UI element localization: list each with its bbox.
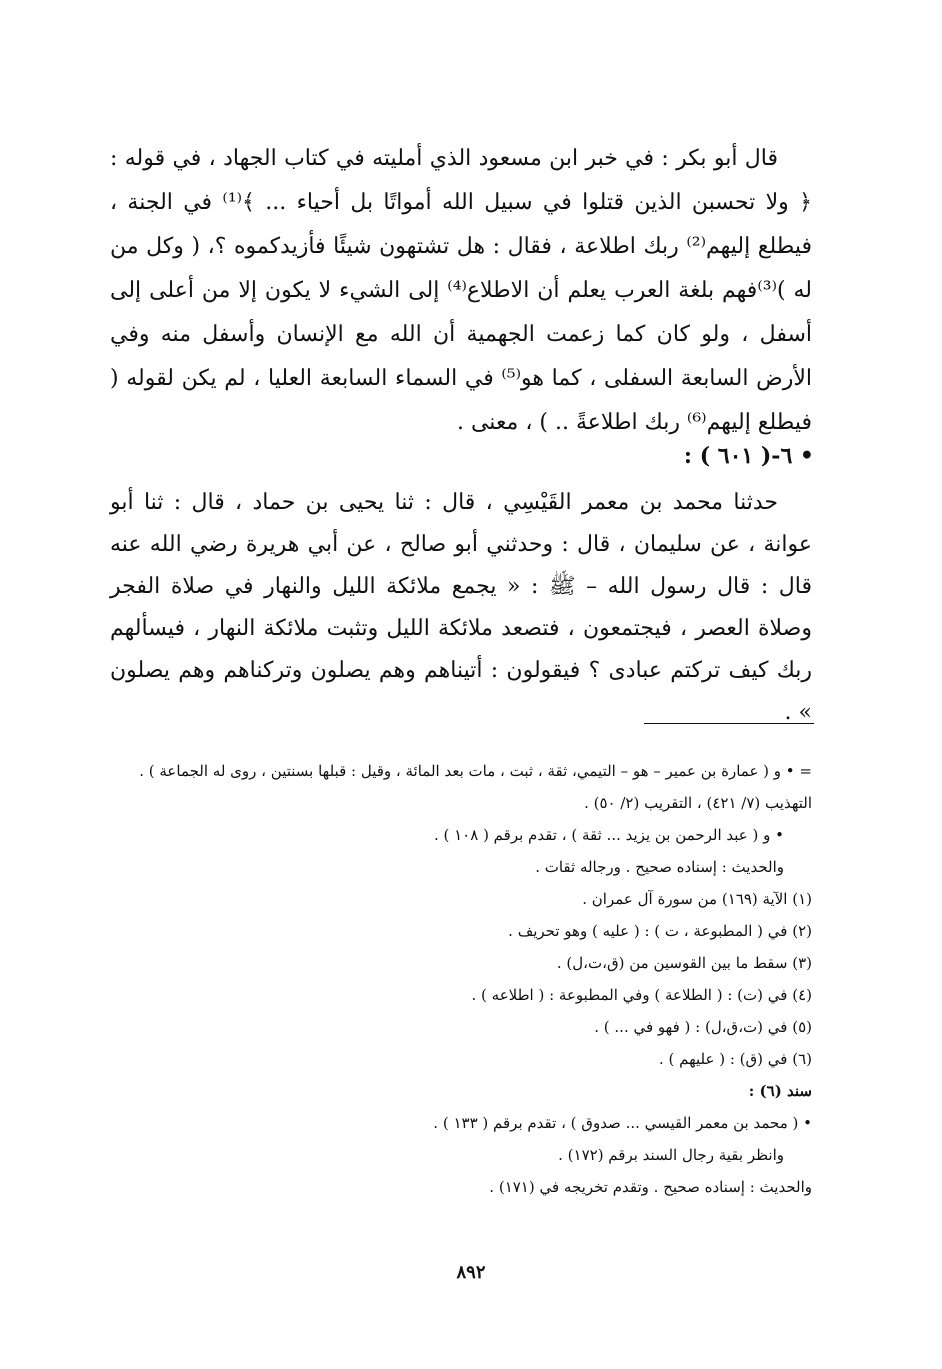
main-text [110,137,812,445]
footnote-hadith-grade: والحديث : إسناده صحيح . ورجاله ثقات . [535,858,784,876]
sanad-line: وانظر بقية رجال السند برقم (١٧٢) . [558,1146,784,1164]
section-heading: • ٦-( ٦٠١ ) : [683,443,814,469]
footnote-item: (٥) في (ت،ق،ل) : ( فهو في ... ) . [594,1018,812,1036]
footnote-narrator-note: • و ( عبد الرحمن بن يزيد ... ثقة ) ، تقدم برقم ( ١٠٨ ) . [433,826,784,844]
footnote-item: (٢) في ( المطبوعة ، ت ) : ( عليه ) وهو تحريف . [508,922,812,940]
footnote-item: (٤) في (ت) : ( الطلاعة ) وفي المطبوعة : ( اطلاعه ) . [471,986,812,1004]
footnotes [110,755,812,1203]
footnote-item: (١) الآية (١٦٩) من سورة آل عمران . [582,890,812,908]
main-paragraph: قال أبو بكر : في خبر ابن مسعود الذي أمليته في كتاب الجهاد ، في قوله : ﴿ ولا تحسبن الذين قتلوا في سبيل الله أمواتًا بل أحياء ... ﴾⁽¹⁾ في الجنة ، فيطلع إليهم⁽²⁾ ربك اطلاعة ، فقال : هل تشتهون شيئًا فأزيدكموه ؟، ( وكل من له )⁽³⁾فهم بلغة العرب يعلم أن الاطلاع⁽⁴⁾ إلى الشيء لا يكون إلا من أعلى إلى أسفل ، ولو كان كما زعمت الجهمية أن الله مع الإنسان وأسفل منه وفي الأرض السابعة السفلى ، كما هو⁽⁵⁾ في السماء السابعة العليا ، لم يكن لقوله ( فيطلع إليهم⁽⁶⁾ ربك اطلاعةً .. ) ، معنى . [110,146,812,435]
footnote-item: (٣) سقط ما بين القوسين من (ق،ت،ل) . [556,954,812,972]
sanad-line: والحديث : إسناده صحيح . وتقدم تخريجه في (١٧١) . [489,1178,812,1196]
footnote-item: (٦) في (ق) : ( عليهم ) . [658,1050,812,1068]
page-number: ٨٩٢ [456,1262,486,1283]
footnote-separator [644,723,814,724]
sanad-title: سند (٦) : [748,1082,812,1100]
footnote-continued: = • و ( عمارة بن عمير – هو – التيمي، ثقة ، ثبت ، مات بعد المائة ، وقيل : قبلها بسنتين ، روى له الجماعة ) . التهذيب (٧/ ٤٢١) ، التقريب (٢/ ٥٠) . [139,762,812,812]
hadith-text-block [110,482,812,734]
hadith-paragraph: حدثنا محمد بن معمر القَيْسِي ، قال : ثنا يحيى بن حماد ، قال : ثنا أبو عوانة ، عن سليمان ، قال : وحدثني أبو صالح ، عن أبي هريرة رضي الله عنه قال : قال رسول الله – ﷺ : « يجمع ملائكة الليل والنهار في صلاة الفجر وصلاة العصر ، فيجتمعون ، فتصعد ملائكة الليل وتثبت ملائكة النهار ، فيسألهم ربك كيف تركتم عبادى ؟ فيقولون : أتيناهم وهم يصلون وتركناهم وهم يصلون » . [110,490,812,725]
sanad-line: • ( محمد بن معمر القيسي ... صدوق ) ، تقدم برقم ( ١٣٣ ) . [433,1114,812,1132]
